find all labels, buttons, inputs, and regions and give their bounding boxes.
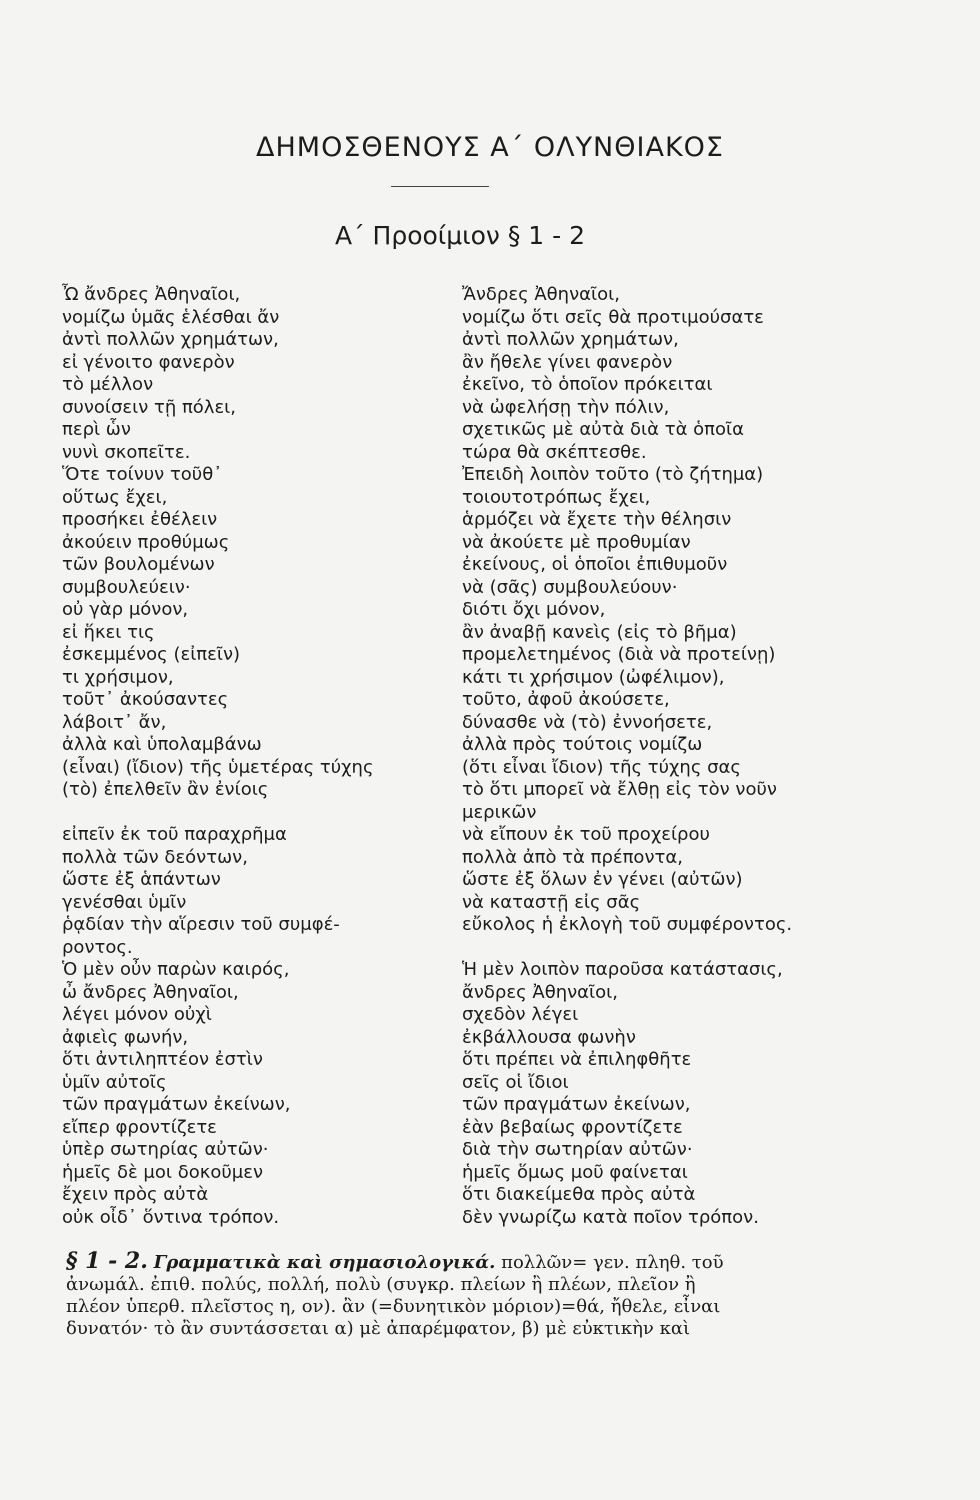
translation-line: νὰ εἴπουν ἐκ τοῦ προχείρου <box>462 824 710 845</box>
translation-line: τώρα θὰ σκέπτεσθε. <box>462 441 647 463</box>
original-text-line: πολλὰ τῶν δεόντων, <box>62 846 248 868</box>
original-text-line: τι χρήσιμον, <box>62 666 174 688</box>
translation-line: νομίζω ὅτι σεῖς θὰ προτιμούσατε <box>462 306 764 328</box>
translation-line: τοιουτοτρόπως ἔχει, <box>462 486 651 508</box>
original-text-line: ὑπὲρ σωτηρίας αὐτῶν· <box>62 1139 269 1160</box>
translation-line: ὥστε ἐξ ὅλων ἐν γένει (αὐτῶν) <box>462 869 743 890</box>
section-heading: Α΄ Προοίμιον § 1 - 2 <box>334 221 585 250</box>
original-text-line: οὐ γὰρ μόνον, <box>62 599 189 620</box>
original-text-line: ὅτι ἀντιληπτέον ἐστὶν <box>62 1049 263 1070</box>
translation-line: διὰ τὴν σωτηρίαν αὐτῶν· <box>462 1139 693 1160</box>
translation-line: ἐκείνους, οἱ ὁποῖοι ἐπιθυμοῦν <box>462 554 728 575</box>
translation-line: τοῦτο, ἀφοῦ ἀκούσετε, <box>462 689 670 710</box>
translation-line <box>462 937 882 960</box>
translation-line: ὅτι πρέπει νὰ ἐπιληφθῆτε <box>462 1049 692 1070</box>
original-text-line: τὸ μέλλον <box>62 374 154 395</box>
page-title: ΔΗΜΟΣΘΕΝΟΥΣ Α΄ ΟΛΥΝΘΙΑΚΟΣ <box>256 132 724 163</box>
translation-line: ἁρμόζει νὰ ἔχετε τὴν θέλησιν <box>462 509 732 530</box>
original-text-line: ροντος. <box>62 936 133 958</box>
original-text-line: Ὁ μὲν οὖν παρὼν καιρός, <box>62 959 290 980</box>
original-text-line: ἀντὶ πολλῶν χρημάτων, <box>62 329 279 350</box>
translation-line: Ἄνδρες Ἀθηναῖοι, <box>462 284 620 305</box>
translation-line: Ἡ μὲν λοιπὸν παροῦσα κατάστασις, <box>462 959 783 980</box>
original-text-line: λάβοιτ᾽ ἄν, <box>62 711 167 733</box>
translation-line: προμελετημένος (διὰ νὰ προτείνῃ) <box>462 644 776 665</box>
translation-line: ἂν ἤθελε γίνει φανερὸν <box>462 351 673 373</box>
original-text-line: (τὸ) ἐπελθεῖν ἂν ἐνίοις <box>62 779 269 800</box>
notes-section-number: § 1 - 2. <box>66 1248 148 1274</box>
translation-line: νὰ καταστῇ εἰς σᾶς <box>462 891 641 913</box>
grammar-notes <box>66 1250 886 1340</box>
original-text-line: τῶν πραγμάτων ἐκείνων, <box>62 1094 291 1115</box>
original-text-line: γενέσθαι ὑμῖν <box>62 891 187 913</box>
original-text-line: περὶ ὧν <box>62 419 131 440</box>
translation-line: εὔκολος ἡ ἐκλογὴ τοῦ συμφέροντος. <box>462 914 793 935</box>
translation-column <box>462 284 882 1229</box>
translation-line: τῶν πραγμάτων ἐκείνων, <box>462 1094 691 1115</box>
notes-line-3: πλέον ὑπερθ. πλεῖστος η, ον). ἂν (=δυνητικὸν μόριον)=θά, ἤθελε, εἶναι <box>66 1296 721 1317</box>
original-text-line: ὦ ἄνδρες Ἀθηναῖοι, <box>62 981 239 1003</box>
original-text-line: ὥστε ἐξ ἁπάντων <box>62 869 221 890</box>
original-text-line: εἰ ἥκει τις <box>62 621 155 643</box>
translation-line: ἐὰν βεβαίως φροντίζετε <box>462 1116 683 1138</box>
original-text-line: οὕτως ἔχει, <box>62 486 168 508</box>
notes-line-2: ἀνωμάλ. ἐπιθ. πολύς, πολλή, πολὺ (συγκρ. πλείων ἢ πλέων, πλεῖον ἢ <box>66 1274 696 1295</box>
translation-line: νὰ ἀκούετε μὲ προθυμίαν <box>462 531 691 553</box>
translation-line: ἀλλὰ πρὸς τούτοις νομίζω <box>462 734 703 755</box>
original-text-column <box>62 284 442 1229</box>
original-text-line: ῥᾳδίαν τὴν αἵρεσιν τοῦ συμφέ- <box>62 914 340 935</box>
translation-line: δὲν γνωρίζω κατὰ ποῖον τρόπον. <box>462 1206 759 1228</box>
translation-line: διότι ὄχι μόνον, <box>462 599 606 620</box>
original-text-line: λέγει μόνον οὐχὶ <box>62 1004 212 1025</box>
translation-line: ἂν ἀναβῇ κανεὶς (εἰς τὸ βῆμα) <box>462 621 737 643</box>
translation-line: σχεδὸν λέγει <box>462 1004 579 1025</box>
translation-line: νὰ (σᾶς) συμβουλεύουν· <box>462 576 678 598</box>
translation-line: ἄνδρες Ἀθηναῖοι, <box>462 981 618 1003</box>
original-text-line: ἔχειν πρὸς αὐτὰ <box>62 1184 209 1205</box>
notes-line-4: δυνατόν· τὸ ἂν συντάσσεται α) μὲ ἀπαρέμφατον, β) μὲ εὐκτικὴν καὶ <box>66 1318 691 1339</box>
original-text-line: τοῦτ᾽ ἀκούσαντες <box>62 689 229 710</box>
notes-line-1 <box>66 1250 886 1274</box>
translation-line: νὰ ὠφελήσῃ τὴν πόλιν, <box>462 396 670 418</box>
translation-line: δύνασθε νὰ (τὸ) ἐννοήσετε, <box>462 711 713 733</box>
translation-line: ὅτι διακείμεθα πρὸς αὐτὰ <box>462 1184 696 1205</box>
original-text-line: Ὦ ἄνδρες Ἀθηναῖοι, <box>62 284 241 305</box>
original-text-line: εἰπεῖν ἐκ τοῦ παραχρῆμα <box>62 824 287 845</box>
title-divider <box>391 186 489 187</box>
original-text-line: συμβουλεύειν· <box>62 576 191 598</box>
notes-heading: Γραμματικὰ καὶ σημασιολογικά. <box>153 1252 496 1273</box>
original-text-line: Ὅτε τοίνυν τοῦθ᾽ <box>62 464 223 485</box>
original-text-line: εἰ γένοιτο φανερὸν <box>62 351 235 373</box>
original-text-line: εἴπερ φροντίζετε <box>62 1116 217 1138</box>
original-text-line: οὐκ οἶδ᾽ ὅντινα τρόπον. <box>62 1206 280 1228</box>
translation-line: ἐκεῖνο, τὸ ὁποῖον πρόκειται <box>462 374 713 395</box>
original-text-line: ἡμεῖς δὲ μοι δοκοῦμεν <box>62 1161 264 1183</box>
original-text-line: νυνὶ σκοπεῖτε. <box>62 441 191 463</box>
original-text-line: συνοίσειν τῇ πόλει, <box>62 396 236 418</box>
original-text-line: τῶν βουλομένων <box>62 554 215 575</box>
translation-line: Ἐπειδὴ λοιπὸν τοῦτο (τὸ ζήτημα) <box>462 464 764 485</box>
translation-line: κάτι τι χρήσιμον (ὠφέλιμον), <box>462 666 725 688</box>
translation-line: ἀντὶ πολλῶν χρημάτων, <box>462 329 679 350</box>
translation-line: (ὅτι εἶναι ἴδιον) τῆς τύχης σας <box>462 756 741 778</box>
translation-line: ἡμεῖς ὅμως μοῦ φαίνεται <box>462 1161 688 1183</box>
translation-line: τὸ ὅτι μπορεῖ νὰ ἔλθῃ εἰς τὸν νοῦν <box>462 779 777 800</box>
original-text-line: ἐσκεμμένος (εἰπεῖν) <box>62 644 241 665</box>
translation-line: ἐκβάλλουσα φωνὴν <box>462 1026 636 1048</box>
original-text-line: προσήκει ἐθέλειν <box>62 509 218 530</box>
notes-line-1-rest: πολλῶν= γεν. πληθ. τοῦ <box>501 1252 724 1273</box>
original-text-line: ὑμῖν αὐτοῖς <box>62 1071 167 1093</box>
original-text-line: (εἶναι) (ἴδιον) τῆς ὑμετέρας τύχης <box>62 756 374 778</box>
original-text-line: ἀφιεὶς φωνήν, <box>62 1026 189 1048</box>
original-text-line: ἀκούειν προθύμως <box>62 531 230 553</box>
translation-line: σχετικῶς μὲ αὐτὰ διὰ τὰ ὁποῖα <box>462 419 744 440</box>
original-text-line <box>62 802 442 825</box>
translation-line: σεῖς οἱ ἴδιοι <box>462 1071 569 1093</box>
original-text-line: ἀλλὰ καὶ ὑπολαμβάνω <box>62 734 262 755</box>
translation-line: μερικῶν <box>462 801 537 823</box>
translation-line: πολλὰ ἀπὸ τὰ πρέποντα, <box>462 846 683 868</box>
original-text-line: νομίζω ὑμᾶς ἑλέσθαι ἄν <box>62 306 280 328</box>
